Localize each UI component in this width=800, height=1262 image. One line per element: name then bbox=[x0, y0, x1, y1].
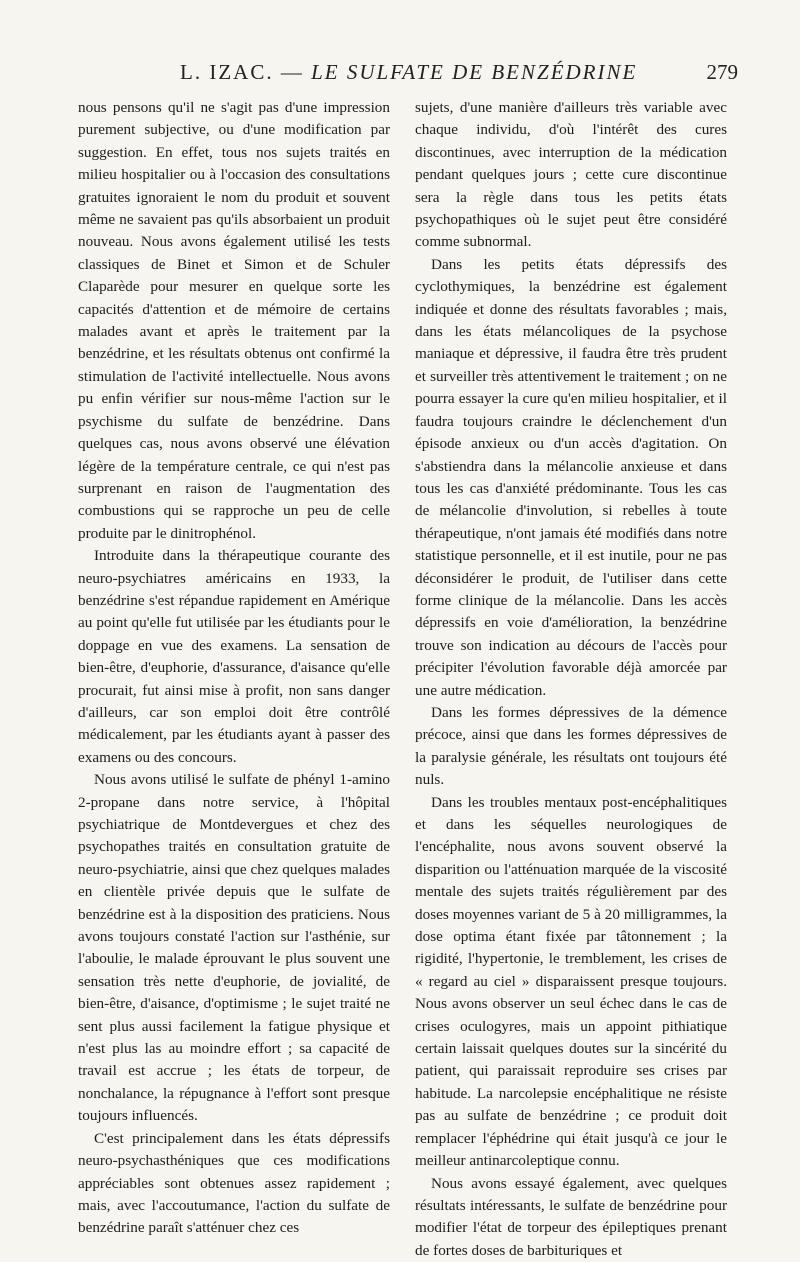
paragraph: Introduite dans la thérapeutique courante des neuro-psychiatres américains en 1933, la benzédrine s'est répandue rapidement en Amérique au point qu'elle fut utilisée par les étudiants pour le doppage en vue des examens. La sensation de bien-être, d'euphorie, d'assurance, d'aisance qu'elle procurait, fut ainsi mise à profit, non sans danger d'ailleurs, car son emploi doit être contrôlé médicalement, par les étudiants ayant à passer des examens ou des concours. bbox=[78, 545, 390, 769]
right-column bbox=[415, 97, 727, 1262]
header-title: LE SULFATE DE BENZÉDRINE bbox=[311, 60, 637, 84]
paragraph: sujets, d'une manière d'ailleurs très variable avec chaque individu, d'où l'intérêt des cures discontinues, avec interruption de la médication pendant quelques jours ; cette cure discontinue sera la règle dans tous les petits états psychopathiques où le sujet peut être considéré comme subnormal. bbox=[415, 97, 727, 254]
paragraph: C'est principalement dans les états dépressifs neuro-psychasthéniques que ces modifications appréciables sont obtenues assez rapidement ; mais, avec l'accoutumance, l'action du sulfate de benzédrine paraît s'atténuer chez ces bbox=[78, 1128, 390, 1240]
paragraph: Nous avons essayé également, avec quelques résultats intéressants, le sulfate de benzédrine pour modifier l'état de torpeur des épileptiques prenant de fortes doses de barbituriques et bbox=[415, 1173, 727, 1262]
header-author: L. IZAC. bbox=[180, 60, 274, 84]
page-number: 279 bbox=[707, 60, 739, 85]
running-header bbox=[78, 60, 738, 88]
left-column bbox=[78, 97, 390, 1240]
paragraph: Dans les troubles mentaux post-encéphalitiques et dans les séquelles neurologiques de l'encéphalite, nous avons souvent observé la disparition ou l'atténuation marquée de la viscosité mentale des sujets traités régulièrement par des doses moyennes variant de 5 à 20 milligrammes, la dose optima étant fixée par tâtonnement ; la rigidité, l'hypertonie, le tremblement, les crises de « regard au ciel » disparaissent presque toujours. Nous avons observer un seul échec dans le cas de crises oculogyres, mais un appoint pithiatique certain laissait quelques doutes sur la sincérité du patient, qui paraissait reproduire ses crises par habitude. La narcolepsie encéphalitique ne résiste pas au sulfate de benzédrine ; ce produit doit remplacer l'éphédrine qui était jusqu'à ce jour le meilleur antinarcoleptique connu. bbox=[415, 792, 727, 1173]
paragraph: Nous avons utilisé le sulfate de phényl 1-amino 2-propane dans notre service, à l'hôpital psychiatrique de Montdevergues et chez des psychopathes traités en consultation gratuite de neuro-psychiatrie, ainsi que chez quelques malades en clientèle privée depuis que le sulfate de benzédrine est à la disposition des praticiens. Nous avons toujours constaté l'action sur l'asthénie, sur l'aboulie, le malade éprouvant le plus souvent une sensation très nette d'euphorie, de jovialité, de bien-être, d'aisance, d'optimisme ; le sujet traité ne sent plus aussi facilement la fatigue physique et n'est plus las au moindre effort ; sa capacité de travail est accrue ; les états de torpeur, de nonchalance, la répugnance à l'effort sont presque toujours influencés. bbox=[78, 769, 390, 1128]
header-separator: — bbox=[274, 60, 312, 84]
paragraph: Dans les petits états dépressifs des cyclothymiques, la benzédrine est également indiquée et donne des résultats favorables ; mais, dans les états mélancoliques de la psychose maniaque et dépressive, il faudra être très prudent et surveiller très attentivement le traitement ; on ne pourra essayer la cure qu'en milieu hospitalier, et il faudra toujours craindre le déclenchement d'un épisode anxieux ou d'un accès d'agitation. On s'abstiendra dans la mélancolie anxieuse et dans tous les cas d'anxiété prédominante. Tous les cas de mélancolie d'involution, si rebelles à toute thérapeutique, n'ont jamais été modifiés dans notre statistique personnelle, et il est inutile, pour ne pas déconsidérer le produit, de l'utiliser dans cette forme clinique de la mélancolie. Dans les accès dépressifs en voie d'amélioration, la benzédrine trouve son indication au décours de l'accès pour précipiter l'évolution favorable déjà amorcée par une autre médication. bbox=[415, 254, 727, 702]
running-title bbox=[180, 60, 637, 85]
paragraph: Dans les formes dépressives de la démence précoce, ainsi que dans les formes dépressives de la paralysie générale, les résultats ont toujours été nuls. bbox=[415, 702, 727, 792]
paragraph: nous pensons qu'il ne s'agit pas d'une impression purement subjective, ou d'une modification par suggestion. En effet, tous nos sujets traités en milieu hospitalier ou à l'occasion des consultations gratuites ignoraient le nom du produit et souvent même ne savaient pas qu'ils absorbaient un produit nouveau. Nous avons également utilisé les tests classiques de Binet et Simon et de Schuler Claparède pour mesurer en quelque sorte les capacités d'attention et de mémoire de certains malades avant et après le traitement par la benzédrine, et les résultats obtenus ont confirmé la stimulation de l'activité intellectuelle. Nous avons pu enfin vérifier sur nous-même l'action sur le psychisme du sulfate de benzédrine. Dans quelques cas, nous avons observé une élévation légère de la température centrale, ce qui n'est pas surprenant en raison de l'augmentation des combustions qui se rapproche un peu de celle produite par le dinitrophénol. bbox=[78, 97, 390, 545]
